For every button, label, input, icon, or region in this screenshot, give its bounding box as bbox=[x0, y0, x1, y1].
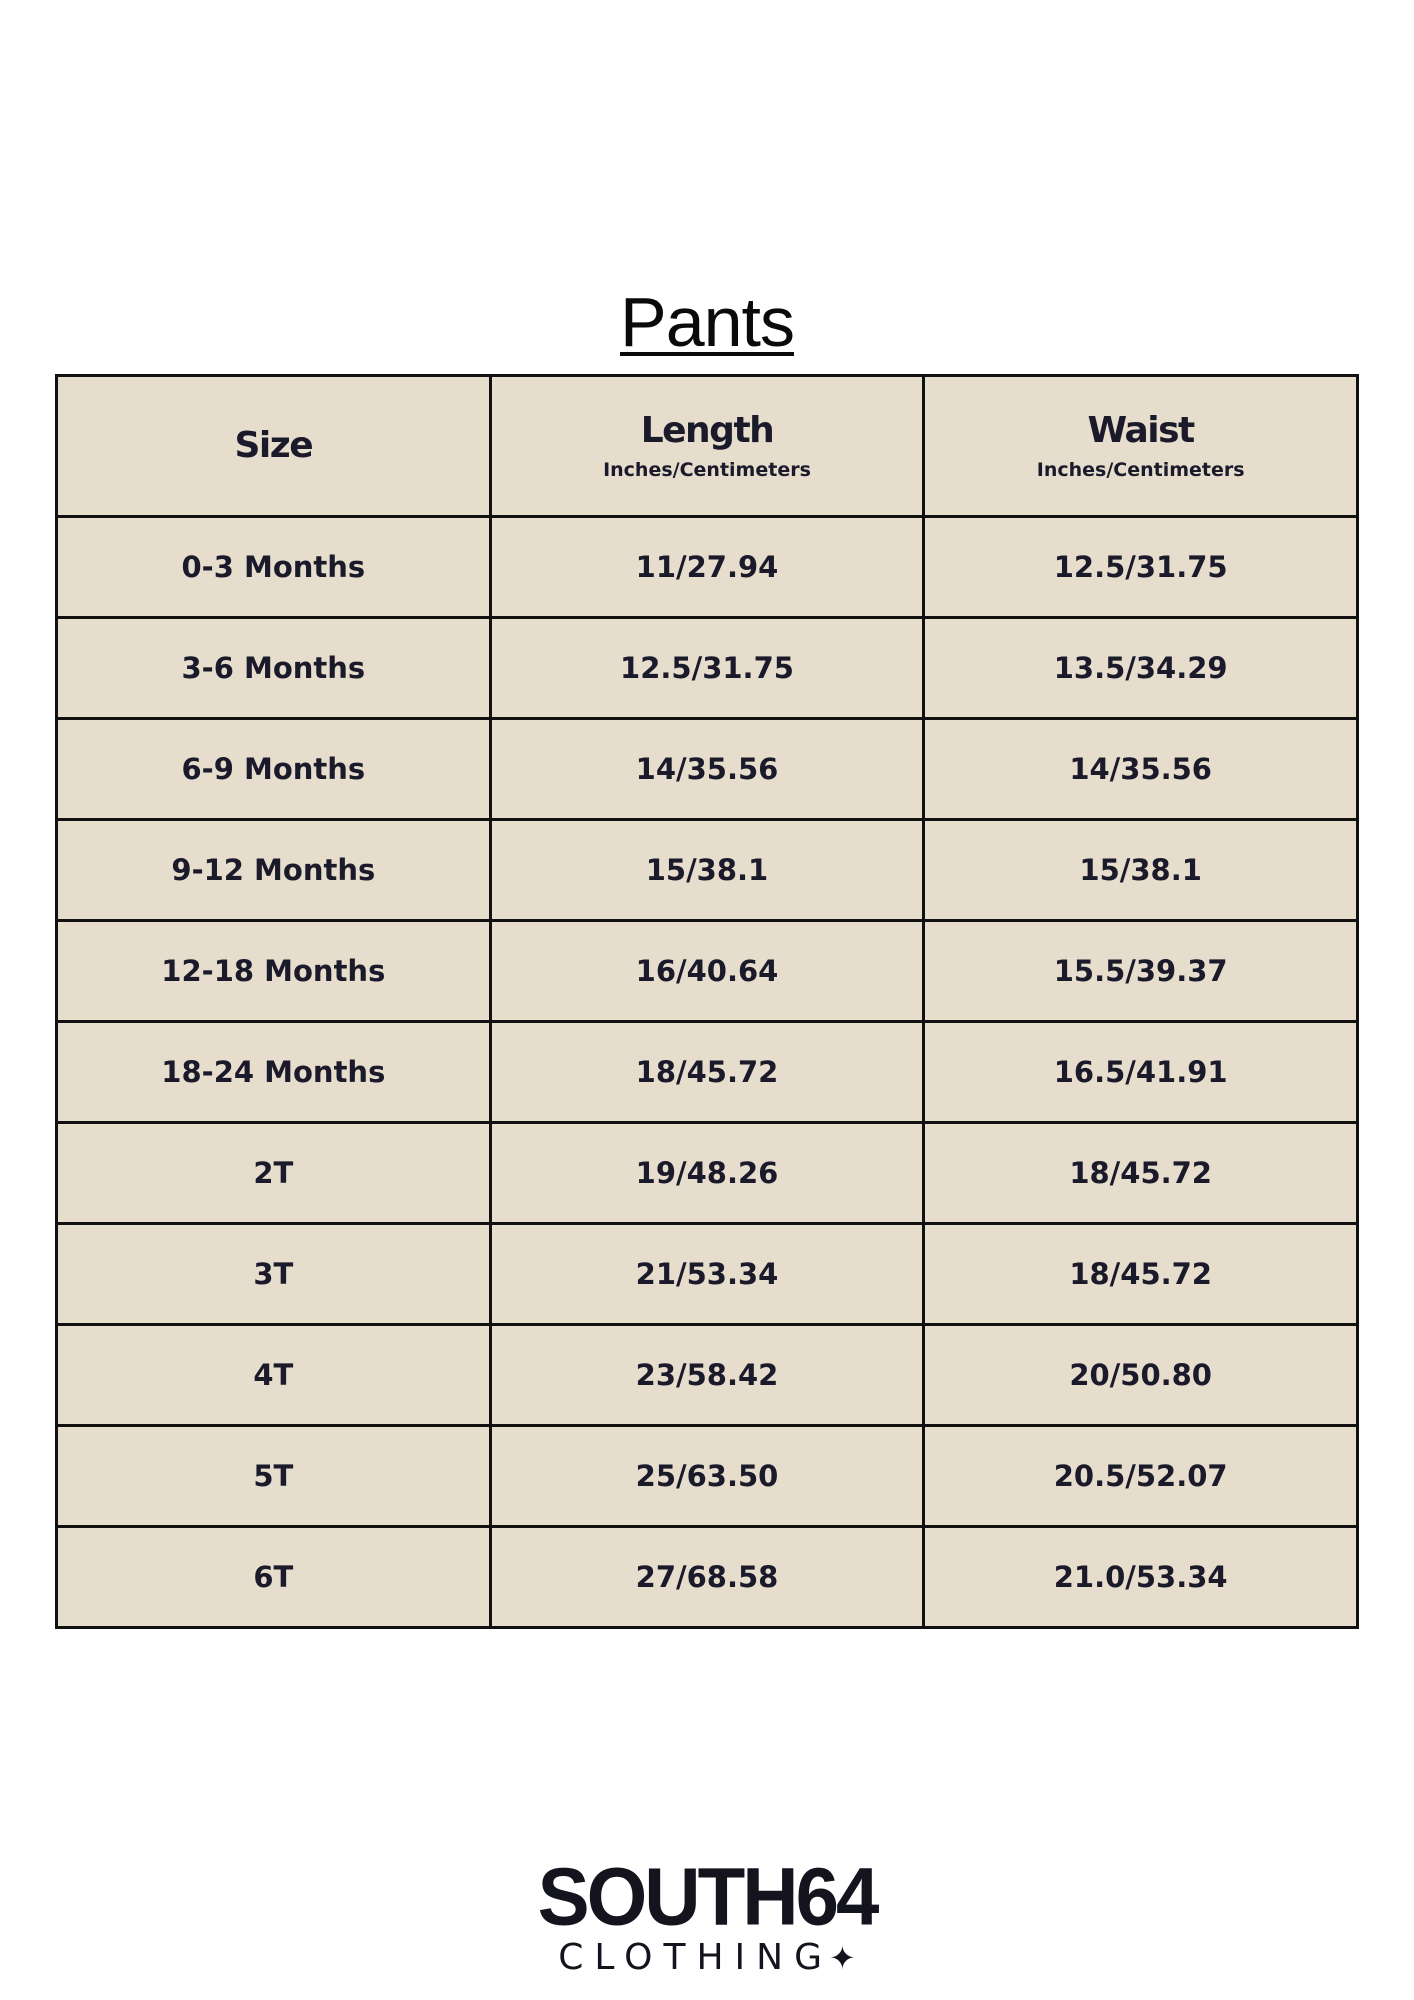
table-header-row bbox=[57, 376, 1358, 517]
header-length-label: Length bbox=[640, 410, 774, 451]
size-cell: 3-6 Months bbox=[57, 618, 491, 719]
length-cell: 27/68.58 bbox=[490, 1527, 924, 1628]
header-waist-label: Waist bbox=[1087, 410, 1194, 451]
size-cell: 6T bbox=[57, 1527, 491, 1628]
page-title: Pants bbox=[620, 283, 794, 361]
size-cell: 6-9 Months bbox=[57, 719, 491, 820]
size-cell: 3T bbox=[57, 1224, 491, 1325]
size-cell: 2T bbox=[57, 1123, 491, 1224]
length-cell: 16/40.64 bbox=[490, 921, 924, 1022]
header-length bbox=[490, 376, 924, 517]
size-cell: 9-12 Months bbox=[57, 820, 491, 921]
brand-logo bbox=[0, 1849, 1414, 1978]
waist-cell: 13.5/34.29 bbox=[924, 618, 1358, 719]
four-point-star-icon: ✦ bbox=[828, 1939, 856, 1977]
waist-cell: 18/45.72 bbox=[924, 1224, 1358, 1325]
header-waist bbox=[924, 376, 1358, 517]
table-row bbox=[57, 820, 1358, 921]
table-row bbox=[57, 1426, 1358, 1527]
waist-cell: 18/45.72 bbox=[924, 1123, 1358, 1224]
length-cell: 23/58.42 bbox=[490, 1325, 924, 1426]
table-row bbox=[57, 1123, 1358, 1224]
waist-cell: 20.5/52.07 bbox=[924, 1426, 1358, 1527]
logo-subtitle: CLOTHING bbox=[558, 1937, 833, 1978]
length-cell: 14/35.56 bbox=[490, 719, 924, 820]
waist-cell: 12.5/31.75 bbox=[924, 517, 1358, 618]
waist-cell: 15/38.1 bbox=[924, 820, 1358, 921]
table-row bbox=[57, 921, 1358, 1022]
header-size-label: Size bbox=[234, 425, 313, 466]
size-cell: 0-3 Months bbox=[57, 517, 491, 618]
length-cell: 25/63.50 bbox=[490, 1426, 924, 1527]
size-cell: 4T bbox=[57, 1325, 491, 1426]
length-cell: 12.5/31.75 bbox=[490, 618, 924, 719]
table-row bbox=[57, 1527, 1358, 1628]
waist-cell: 21.0/53.34 bbox=[924, 1527, 1358, 1628]
waist-cell: 20/50.80 bbox=[924, 1325, 1358, 1426]
length-cell: 11/27.94 bbox=[490, 517, 924, 618]
size-cell: 18-24 Months bbox=[57, 1022, 491, 1123]
logo-wordmark: SOUTH64 bbox=[537, 1849, 877, 1943]
table-row bbox=[57, 1224, 1358, 1325]
length-cell: 21/53.34 bbox=[490, 1224, 924, 1325]
size-cell: 12-18 Months bbox=[57, 921, 491, 1022]
header-length-unit: Inches/Centimeters bbox=[603, 459, 811, 481]
table-row bbox=[57, 618, 1358, 719]
waist-cell: 16.5/41.91 bbox=[924, 1022, 1358, 1123]
length-cell: 15/38.1 bbox=[490, 820, 924, 921]
size-cell: 5T bbox=[57, 1426, 491, 1527]
length-cell: 19/48.26 bbox=[490, 1123, 924, 1224]
table-row bbox=[57, 1325, 1358, 1426]
table-row bbox=[57, 1022, 1358, 1123]
size-chart-table bbox=[55, 374, 1359, 1629]
table-row bbox=[57, 517, 1358, 618]
waist-cell: 15.5/39.37 bbox=[924, 921, 1358, 1022]
length-cell: 18/45.72 bbox=[490, 1022, 924, 1123]
table-row bbox=[57, 719, 1358, 820]
header-size bbox=[57, 376, 491, 517]
waist-cell: 14/35.56 bbox=[924, 719, 1358, 820]
header-waist-unit: Inches/Centimeters bbox=[1036, 459, 1245, 481]
